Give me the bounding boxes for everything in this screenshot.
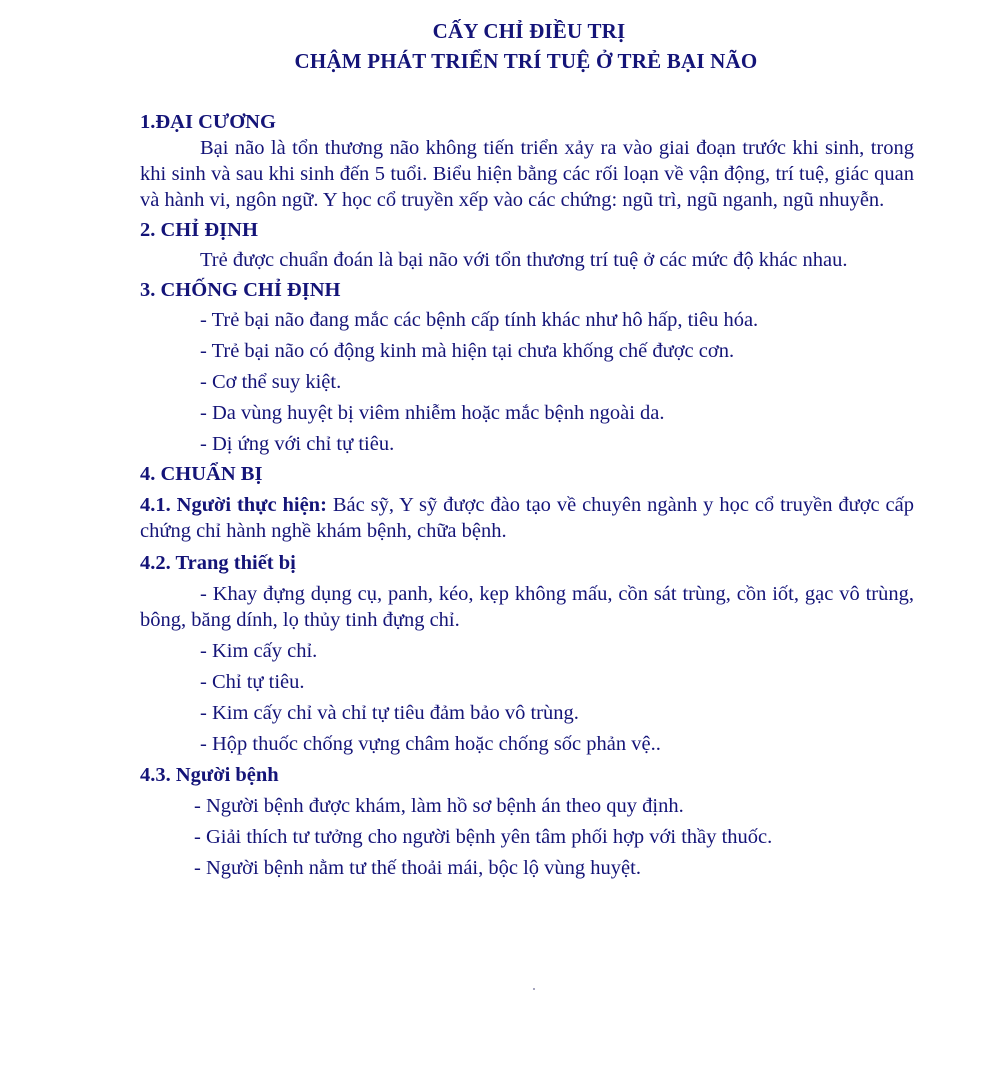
section-3-heading: 3. CHỐNG CHỈ ĐỊNH bbox=[140, 279, 341, 301]
section-4-1-paragraph bbox=[140, 492, 914, 544]
document-title-line1: CẤY CHỈ ĐIỀU TRỊ bbox=[432, 19, 626, 43]
equipment-item: - Khay đựng dụng cụ, panh, kéo, kẹp không mấu, cồn sát trùng, cồn iốt, gạc vô trùng, bông, băng dính, lọ thủy tinh đựng chỉ. bbox=[140, 583, 914, 631]
contraindication-item: - Da vùng huyệt bị viêm nhiễm hoặc mắc bệnh ngoài da. bbox=[200, 402, 665, 424]
patient-item: - Người bệnh nằm tư thế thoải mái, bộc lộ vùng huyệt. bbox=[194, 857, 641, 879]
section-4-3-heading: 4.3. Người bệnh bbox=[140, 764, 279, 786]
contraindication-item: - Cơ thể suy kiệt. bbox=[200, 371, 342, 393]
document-title-line2: CHẬM PHÁT TRIỂN TRÍ TUỆ Ở TRẺ BẠI NÃO bbox=[294, 49, 758, 73]
section-1-paragraph: Bại não là tổn thương não không tiến triển xảy ra vào giai đoạn trước khi sinh, trong khi sinh và sau khi sinh đến 5 tuổi. Biểu hiện bằng các rối loạn về vận động, trí tuệ, giác quan và hành vi, ngôn ngữ. Y học cổ truyền xếp vào các chứng: ngũ trì, ngũ nganh, ngũ nhuyễn. bbox=[140, 137, 914, 211]
equipment-item: - Hộp thuốc chống vựng châm hoặc chống sốc phản vệ.. bbox=[200, 733, 661, 755]
section-2-paragraph: Trẻ được chuẩn đoán là bại não với tổn thương trí tuệ ở các mức độ khác nhau. bbox=[200, 249, 848, 271]
equipment-item: - Kim cấy chỉ và chỉ tự tiêu đảm bảo vô trùng. bbox=[200, 702, 579, 724]
document-body bbox=[140, 109, 914, 881]
contraindication-item: - Trẻ bại não có động kinh mà hiện tại chưa khống chế được cơn. bbox=[200, 340, 735, 362]
section-4-1-label: 4.1. Người thực hiện: bbox=[140, 494, 327, 516]
section-1-heading: 1.ĐẠI CƯƠNG bbox=[140, 111, 276, 133]
scan-speck bbox=[533, 988, 535, 990]
section-2-heading: 2. CHỈ ĐỊNH bbox=[140, 219, 258, 241]
section-4-2-heading: 4.2. Trang thiết bị bbox=[140, 552, 296, 574]
equipment-item: - Kim cấy chỉ. bbox=[200, 640, 318, 662]
patient-item: - Người bệnh được khám, làm hồ sơ bệnh án theo quy định. bbox=[194, 795, 684, 817]
contraindication-item: - Trẻ bại não đang mắc các bệnh cấp tính khác như hô hấp, tiêu hóa. bbox=[200, 309, 759, 331]
patient-item: - Giải thích tư tưởng cho người bệnh yên tâm phối hợp với thầy thuốc. bbox=[194, 826, 773, 848]
section-4-1-text: Bác sỹ, Y sỹ được đào tạo về chuyên ngành y học cổ truyền được cấp chứng chỉ hành nghề khám bệnh, chữa bệnh. bbox=[140, 494, 914, 542]
section-4-heading: 4. CHUẨN BỊ bbox=[140, 463, 263, 485]
contraindication-item: - Dị ứng với chỉ tự tiêu. bbox=[200, 433, 395, 455]
equipment-item: - Chỉ tự tiêu. bbox=[200, 671, 305, 693]
